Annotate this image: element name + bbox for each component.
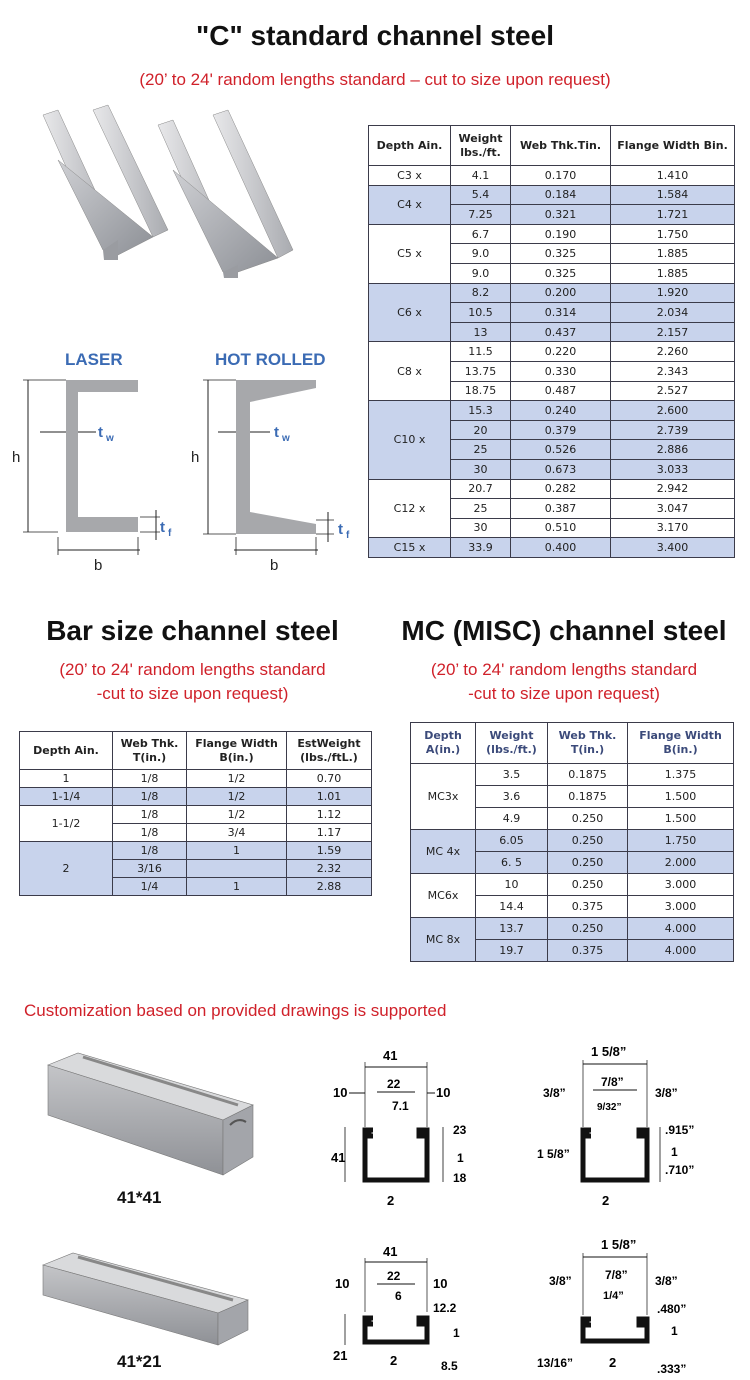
bar-section-title: Bar size channel steel — [46, 615, 339, 646]
table-cell: 1.410 — [611, 166, 735, 186]
table-row — [20, 806, 372, 824]
svg-text:3/8”: 3/8” — [655, 1274, 678, 1288]
svg-text:1 5/8”: 1 5/8” — [537, 1147, 570, 1161]
svg-text:23: 23 — [453, 1123, 467, 1137]
table-cell: 0.250 — [548, 918, 628, 940]
table-row — [369, 166, 735, 186]
strut-41x41-label: 41*41 — [117, 1188, 162, 1207]
table-cell: 19.7 — [476, 940, 548, 962]
c-col-web: Web Thk.Tin. — [511, 126, 611, 166]
group-name-cell: 1-1/4 — [20, 788, 113, 806]
table-cell: 0.400 — [511, 538, 611, 558]
table-cell: 0.250 — [548, 874, 628, 896]
table-cell: 10.5 — [451, 303, 511, 323]
laser-section-diagram — [8, 372, 188, 577]
table-cell: 15.3 — [451, 401, 511, 421]
table-row — [411, 874, 734, 896]
table-cell: 0.325 — [511, 263, 611, 283]
table-row — [411, 830, 734, 852]
table-cell: 1.375 — [628, 764, 734, 786]
table-cell: 8.2 — [451, 283, 511, 303]
table-cell: 1/8 — [113, 806, 187, 824]
drawing-41x21-mm — [325, 1242, 475, 1372]
table-cell: 0.526 — [511, 440, 611, 460]
hot-rolled-label: HOT ROLLED — [215, 350, 326, 369]
c-channel-3d-image — [38, 100, 328, 280]
table-cell: 1.500 — [628, 786, 734, 808]
svg-text:22: 22 — [387, 1077, 401, 1091]
table-cell: 20.7 — [451, 479, 511, 499]
table-cell: 4.000 — [628, 918, 734, 940]
svg-text:.915”: .915” — [665, 1123, 695, 1137]
svg-text:h: h — [12, 449, 21, 466]
group-name-cell: C5 x — [369, 224, 451, 283]
table-cell: 1.920 — [611, 283, 735, 303]
table-row — [369, 224, 735, 244]
svg-text:6: 6 — [395, 1289, 402, 1303]
svg-text:t: t — [338, 521, 343, 538]
svg-text:8.5: 8.5 — [441, 1359, 458, 1372]
table-row — [369, 283, 735, 303]
svg-text:t: t — [160, 519, 165, 536]
table-cell: 1.584 — [611, 185, 735, 205]
mc-col-weight: Weight (lbs./ft.) — [476, 723, 548, 764]
table-cell: 2.32 — [287, 860, 372, 878]
svg-text:w: w — [106, 433, 114, 444]
table-row — [20, 770, 372, 788]
svg-text:41: 41 — [383, 1048, 398, 1063]
bar-section-subtitle-2: -cut to size upon request) — [96, 684, 289, 703]
laser-label: LASER — [65, 350, 123, 369]
table-cell: 3.5 — [476, 764, 548, 786]
svg-text:1 5/8”: 1 5/8” — [601, 1237, 637, 1252]
table-cell: 2.600 — [611, 401, 735, 421]
drawing-41x41-inch — [535, 1042, 725, 1212]
group-name-cell: C10 x — [369, 401, 451, 479]
table-cell: 3.033 — [611, 459, 735, 479]
table-cell: 0.375 — [548, 896, 628, 918]
table-cell: 1.885 — [611, 244, 735, 264]
table-cell: 1.500 — [628, 808, 734, 830]
group-name-cell: MC3x — [411, 764, 476, 830]
table-cell: 1.750 — [628, 830, 734, 852]
c-col-flange: Flange Width Bin. — [611, 126, 735, 166]
mc-section-subtitle-2: -cut to size upon request) — [468, 684, 660, 703]
table-cell: 0.70 — [287, 770, 372, 788]
table-cell: 1.721 — [611, 205, 735, 225]
mc-section-title: MC (MISC) channel steel — [401, 615, 727, 646]
table-cell: 0.375 — [548, 940, 628, 962]
table-row — [369, 185, 735, 205]
table-cell: 30 — [451, 459, 511, 479]
table-cell: 13 — [451, 322, 511, 342]
table-cell: 6. 5 — [476, 852, 548, 874]
svg-text:w: w — [282, 433, 290, 444]
table-cell: 13.7 — [476, 918, 548, 940]
table-cell: 0.250 — [548, 852, 628, 874]
table-cell: 6.7 — [451, 224, 511, 244]
c-col-depth: Depth Ain. — [369, 126, 451, 166]
table-row — [369, 342, 735, 362]
table-cell: 5.4 — [451, 185, 511, 205]
table-cell: 3.170 — [611, 518, 735, 538]
svg-text:b: b — [270, 557, 279, 574]
group-name-cell: MC 8x — [411, 918, 476, 962]
table-cell: 3.000 — [628, 896, 734, 918]
group-name-cell: MC6x — [411, 874, 476, 918]
svg-text:.333”: .333” — [657, 1362, 687, 1376]
table-cell: 25 — [451, 499, 511, 519]
table-cell: 3.047 — [611, 499, 735, 519]
svg-text:b: b — [94, 557, 103, 574]
svg-text:18: 18 — [453, 1171, 467, 1185]
group-name-cell: MC 4x — [411, 830, 476, 874]
table-cell: 2.527 — [611, 381, 735, 401]
table-cell: 1.885 — [611, 263, 735, 283]
table-cell: 1/8 — [113, 824, 187, 842]
table-cell: 10 — [476, 874, 548, 896]
table-cell: 25 — [451, 440, 511, 460]
table-cell — [187, 860, 287, 878]
svg-text:3/8”: 3/8” — [543, 1086, 566, 1100]
mc-col-depth: Depth A(in.) — [411, 723, 476, 764]
table-cell: 1.59 — [287, 842, 372, 860]
table-row — [411, 918, 734, 940]
table-cell: 0.282 — [511, 479, 611, 499]
table-cell: 2.260 — [611, 342, 735, 362]
table-cell: 0.325 — [511, 244, 611, 264]
table-cell: 0.1875 — [548, 764, 628, 786]
svg-text:7/8”: 7/8” — [601, 1075, 624, 1089]
group-name-cell: C8 x — [369, 342, 451, 401]
svg-text:22: 22 — [387, 1269, 401, 1283]
table-cell: 2.88 — [287, 878, 372, 896]
bar-col-flange: Flange Width B(in.) — [187, 732, 287, 770]
table-cell: 0.184 — [511, 185, 611, 205]
hot-rolled-section-diagram — [188, 372, 368, 577]
svg-text:41: 41 — [331, 1150, 346, 1165]
svg-text:1: 1 — [453, 1326, 460, 1340]
group-name-cell: C15 x — [369, 538, 451, 558]
table-cell: 0.437 — [511, 322, 611, 342]
table-cell: 14.4 — [476, 896, 548, 918]
bar-col-depth: Depth Ain. — [20, 732, 113, 770]
table-cell: 0.321 — [511, 205, 611, 225]
svg-text:13/16”: 13/16” — [537, 1356, 574, 1370]
bar-channel-spec-table — [19, 731, 372, 896]
svg-text:3/8”: 3/8” — [655, 1086, 678, 1100]
table-row — [20, 788, 372, 806]
table-row — [369, 401, 735, 421]
table-cell: 1.01 — [287, 788, 372, 806]
table-cell: 11.5 — [451, 342, 511, 362]
table-cell: 9.0 — [451, 244, 511, 264]
table-cell: 1/2 — [187, 806, 287, 824]
svg-text:9/32”: 9/32” — [597, 1102, 622, 1113]
group-name-cell: 1 — [20, 770, 113, 788]
bar-col-weight: EstWeight (lbs./ftL.) — [287, 732, 372, 770]
table-cell: 30 — [451, 518, 511, 538]
table-cell: 3/4 — [187, 824, 287, 842]
table-cell: 1.12 — [287, 806, 372, 824]
svg-text:3/8”: 3/8” — [549, 1274, 572, 1288]
svg-text:t: t — [98, 424, 103, 441]
c-section-subtitle: (20’ to 24' random lengths standard – cut to size upon request) — [139, 70, 611, 89]
table-cell: 2.157 — [611, 322, 735, 342]
group-name-cell: C4 x — [369, 185, 451, 224]
table-row — [411, 764, 734, 786]
table-cell: 2.343 — [611, 361, 735, 381]
group-name-cell: C6 x — [369, 283, 451, 342]
table-cell: 0.487 — [511, 381, 611, 401]
svg-text:1: 1 — [457, 1151, 464, 1165]
svg-text:7/8”: 7/8” — [605, 1268, 628, 1282]
svg-text:f: f — [346, 530, 350, 541]
table-cell: 0.1875 — [548, 786, 628, 808]
svg-text:h: h — [191, 449, 200, 466]
table-cell: 3.400 — [611, 538, 735, 558]
table-cell: 2.739 — [611, 420, 735, 440]
table-row — [369, 479, 735, 499]
strut-41x21-label: 41*21 — [117, 1352, 162, 1371]
table-cell: 6.05 — [476, 830, 548, 852]
svg-text:2: 2 — [387, 1193, 395, 1208]
svg-text:1 5/8”: 1 5/8” — [591, 1044, 627, 1059]
table-cell: 2.942 — [611, 479, 735, 499]
table-cell: 0.190 — [511, 224, 611, 244]
table-row — [20, 842, 372, 860]
table-cell: 1/4 — [113, 878, 187, 896]
svg-text:.710”: .710” — [665, 1163, 695, 1177]
table-cell: 1/8 — [113, 842, 187, 860]
svg-text:1: 1 — [671, 1324, 678, 1338]
table-cell: 0.220 — [511, 342, 611, 362]
table-cell: 7.25 — [451, 205, 511, 225]
group-name-cell: C3 x — [369, 166, 451, 186]
bar-section-subtitle-1: (20’ to 24' random lengths standard — [59, 660, 326, 679]
svg-text:10: 10 — [436, 1085, 451, 1100]
table-cell: 1.750 — [611, 224, 735, 244]
group-name-cell: 2 — [20, 842, 113, 896]
svg-text:7.1: 7.1 — [392, 1099, 409, 1113]
table-cell: 1/8 — [113, 770, 187, 788]
table-row — [369, 538, 735, 558]
table-cell: 2.034 — [611, 303, 735, 323]
table-cell: 1/8 — [113, 788, 187, 806]
svg-text:t: t — [274, 424, 279, 441]
table-cell: 1/2 — [187, 770, 287, 788]
svg-text:12.2: 12.2 — [433, 1301, 457, 1315]
svg-text:1/4”: 1/4” — [603, 1290, 624, 1302]
table-cell: 33.9 — [451, 538, 511, 558]
table-cell: 20 — [451, 420, 511, 440]
table-cell: 1 — [187, 842, 287, 860]
table-cell: 0.330 — [511, 361, 611, 381]
svg-text:2: 2 — [609, 1355, 617, 1370]
table-cell: 0.510 — [511, 518, 611, 538]
table-cell: 0.250 — [548, 830, 628, 852]
table-cell: 13.75 — [451, 361, 511, 381]
group-name-cell: C12 x — [369, 479, 451, 538]
table-cell: 1 — [187, 878, 287, 896]
strut-channel-41x41-image — [38, 1045, 258, 1185]
table-cell: 4.000 — [628, 940, 734, 962]
drawing-41x21-inch — [535, 1235, 725, 1380]
table-cell: 2.000 — [628, 852, 734, 874]
svg-text:21: 21 — [333, 1348, 348, 1363]
custom-section-title: Customization based on provided drawings is supported — [24, 1001, 447, 1020]
table-cell: 4.1 — [451, 166, 511, 186]
svg-text:41: 41 — [383, 1244, 398, 1259]
table-cell: 0.240 — [511, 401, 611, 421]
svg-text:f: f — [168, 528, 172, 539]
table-cell: 0.387 — [511, 499, 611, 519]
mc-section-subtitle-1: (20’ to 24' random lengths standard — [430, 660, 698, 679]
mc-col-flange: Flange Width B(in.) — [628, 723, 734, 764]
c-section-title: "C" standard channel steel — [196, 20, 554, 51]
drawing-41x41-mm — [325, 1042, 475, 1212]
table-cell: 18.75 — [451, 381, 511, 401]
mc-col-web: Web Thk. T(in.) — [548, 723, 628, 764]
table-cell: 0.170 — [511, 166, 611, 186]
table-cell: 9.0 — [451, 263, 511, 283]
group-name-cell: 1-1/2 — [20, 806, 113, 842]
table-cell: 0.250 — [548, 808, 628, 830]
svg-text:10: 10 — [433, 1276, 448, 1291]
svg-text:10: 10 — [333, 1085, 348, 1100]
table-cell: 2.886 — [611, 440, 735, 460]
svg-text:2: 2 — [602, 1193, 610, 1208]
table-cell: 0.673 — [511, 459, 611, 479]
table-cell: 3/16 — [113, 860, 187, 878]
table-cell: 0.200 — [511, 283, 611, 303]
table-cell: 0.314 — [511, 303, 611, 323]
table-cell: 3.6 — [476, 786, 548, 808]
bar-col-web: Web Thk. T(in.) — [113, 732, 187, 770]
table-cell: 1/2 — [187, 788, 287, 806]
mc-channel-spec-table — [410, 722, 734, 962]
table-cell: 0.379 — [511, 420, 611, 440]
svg-text:2: 2 — [390, 1353, 398, 1368]
svg-text:.480”: .480” — [657, 1302, 687, 1316]
table-cell: 3.000 — [628, 874, 734, 896]
svg-text:10: 10 — [335, 1276, 350, 1291]
c-channel-spec-table — [368, 125, 735, 558]
strut-channel-41x21-image — [38, 1245, 258, 1355]
svg-text:1: 1 — [671, 1145, 678, 1159]
table-cell: 1.17 — [287, 824, 372, 842]
table-cell: 4.9 — [476, 808, 548, 830]
c-col-weight: Weight lbs./ft. — [451, 126, 511, 166]
